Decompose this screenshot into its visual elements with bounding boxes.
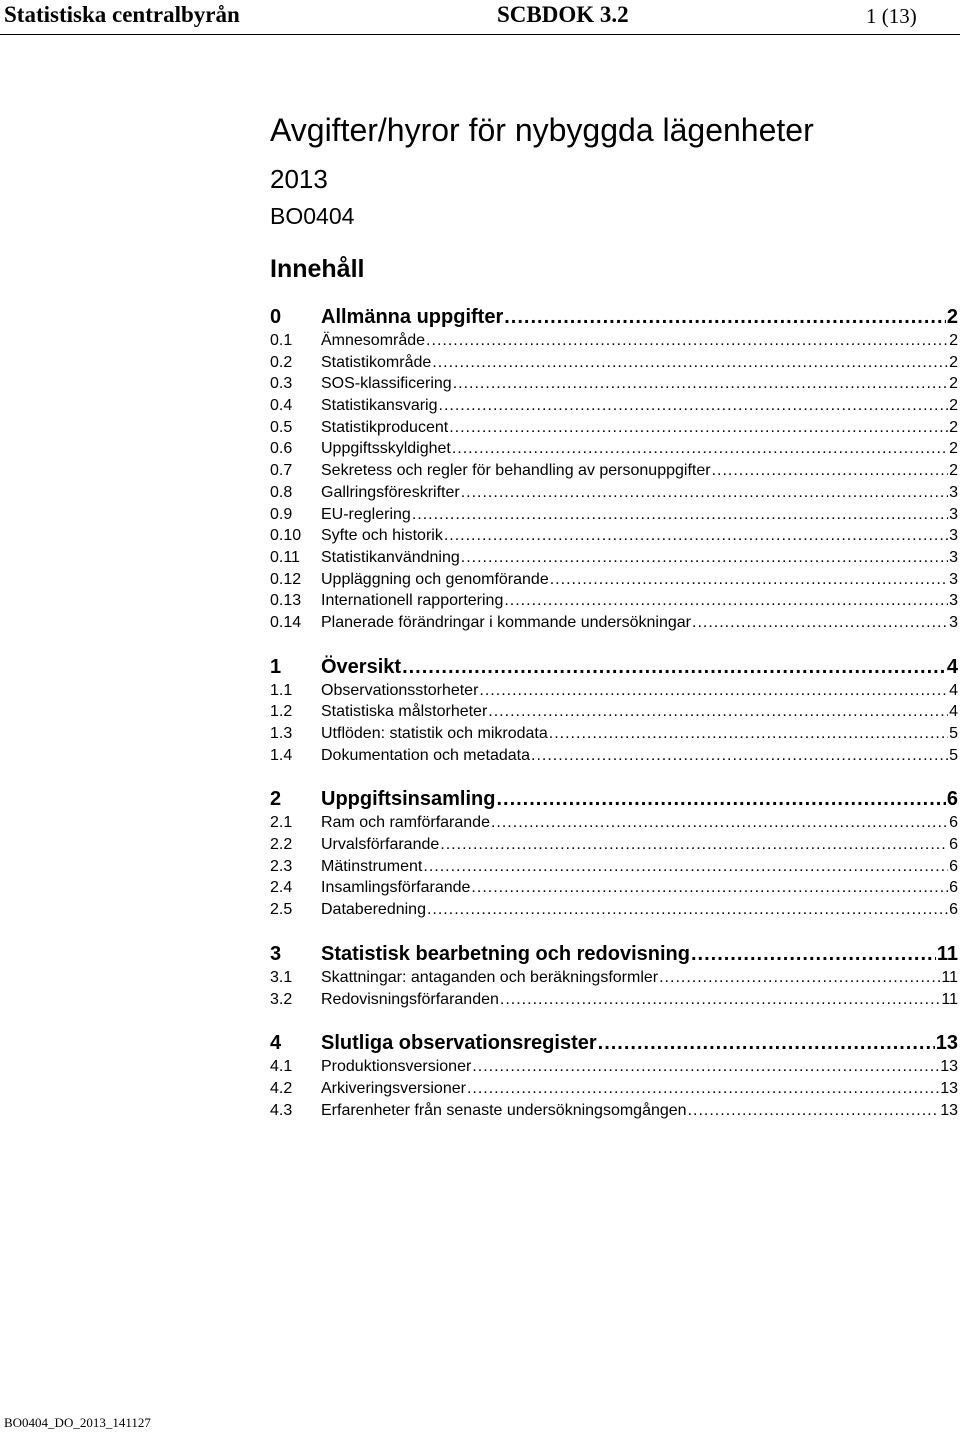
toc-entry-number: 2.3 (270, 857, 293, 875)
toc-entry-label: Redovisningsförfaranden (321, 990, 499, 1008)
toc-leader-dots (550, 569, 948, 591)
toc-subsection-entry[interactable] (270, 504, 958, 526)
toc-entry-page: 6 (949, 879, 958, 897)
toc-entry-label: Utflöden: statistik och mikrodata (321, 725, 548, 742)
document-code: BO0404 (270, 203, 355, 229)
toc-leader-dots (598, 1030, 935, 1056)
header-document-code: SCBDOK 3.2 (497, 2, 629, 27)
toc-entry-label: Urvalsförfarande (321, 836, 440, 854)
toc-subsection-entry[interactable] (270, 438, 958, 460)
toc-leader-dots (491, 812, 948, 834)
toc-entry-label: Allmänna uppgifter (321, 306, 504, 328)
toc-section (270, 1030, 958, 1121)
toc-entry-page: 11 (941, 968, 958, 986)
toc-entry-label: Översikt (321, 655, 402, 678)
toc-entry-page: 3 (949, 483, 958, 501)
footer-file-id: BO0404_DO_2013_141127 (4, 1415, 151, 1430)
toc-leader-dots (692, 612, 948, 634)
toc-section (270, 654, 958, 767)
toc-section-entry[interactable] (270, 941, 958, 967)
toc-subsection-entry[interactable] (270, 723, 958, 745)
toc-subsection-entry[interactable] (270, 877, 958, 899)
toc-subsection-entry[interactable] (270, 525, 958, 547)
toc-leader-dots (440, 834, 948, 856)
toc-subsection-entry[interactable] (270, 330, 958, 352)
toc-leader-dots (531, 745, 948, 767)
toc-entry-page: 13 (935, 1032, 958, 1055)
toc-entry-label: Erfarenheter från senaste undersökningsomgången (321, 1101, 687, 1119)
toc-section-gap (270, 921, 958, 941)
toc-entry-number: 3 (270, 942, 282, 965)
toc-entry-page: 3 (949, 613, 958, 631)
toc-entry-label: Observationsstorheter (321, 681, 479, 699)
toc-entry-page: 2 (949, 462, 958, 480)
toc-entry-page: 4 (949, 703, 958, 721)
header-page-number: 1 (13) (866, 4, 917, 28)
document-title: Avgifter/hyror för nybyggda lägenheter (270, 112, 814, 148)
toc-subsection-entry[interactable] (270, 395, 958, 417)
toc-section (270, 786, 958, 920)
toc-entry-page: 11 (936, 942, 958, 965)
toc-entry-page: 13 (940, 1079, 958, 1097)
toc-subsection-entry[interactable] (270, 701, 958, 723)
toc-entry-label: Sekretess och regler för behandling av personuppgifter (321, 462, 711, 480)
toc-entry-number: 0.11 (270, 548, 300, 566)
toc-leader-dots (461, 547, 948, 569)
toc-subsection-entry[interactable] (270, 856, 958, 878)
toc-entry-number: 0.1 (270, 332, 293, 349)
toc-entry-number: 1 (270, 655, 282, 678)
toc-entry-page: 2 (946, 306, 958, 328)
table-of-contents (270, 304, 958, 1121)
toc-entry-label: Slutliga observationsregister (321, 1032, 597, 1055)
toc-entry-number: 0.13 (270, 592, 302, 610)
toc-entry-number: 0.5 (270, 418, 293, 436)
toc-entry-page: 6 (946, 788, 958, 811)
page-header (0, 0, 960, 35)
toc-entry-label: Dokumentation och metadata (321, 746, 531, 764)
toc-leader-dots (496, 786, 945, 812)
toc-leader-dots (472, 1056, 939, 1078)
toc-entry-number: 0.2 (270, 353, 293, 371)
document-year: 2013 (270, 164, 328, 194)
toc-leader-dots (471, 877, 948, 899)
toc-entry-number: 4 (270, 1032, 282, 1055)
toc-leader-dots (427, 899, 948, 921)
toc-leader-dots (439, 395, 949, 417)
toc-entry-label: Ram och ramförfarande (321, 814, 490, 832)
toc-entry-label: Ämnesområde (321, 332, 426, 349)
toc-entry-label: EU-reglering (321, 505, 411, 523)
toc-leader-dots (444, 525, 948, 547)
toc-entry-page: 2 (949, 440, 958, 458)
toc-entry-label: Statistikansvarig (321, 397, 438, 415)
header-organization: Statistiska centralbyrån (4, 2, 240, 27)
toc-entry-page: 11 (941, 990, 958, 1008)
toc-subsection-entry[interactable] (270, 899, 958, 921)
toc-entry-number: 4.1 (270, 1058, 293, 1076)
toc-leader-dots (467, 1078, 939, 1100)
toc-leader-dots (504, 590, 948, 612)
toc-entry-page: 3 (949, 527, 958, 545)
toc-entry-number: 0 (270, 306, 282, 328)
toc-leader-dots (549, 723, 948, 745)
toc-entry-page: 2 (949, 353, 958, 371)
toc-subsection-entry[interactable] (270, 352, 958, 374)
toc-entry-number: 2.1 (270, 814, 293, 832)
toc-entry-label: Statistikanvändning (321, 548, 460, 566)
toc-entry-label: Statistikproducent (321, 418, 449, 436)
toc-entry-page: 6 (949, 836, 958, 854)
toc-subsection-entry[interactable] (270, 482, 958, 504)
toc-section-entry[interactable] (270, 304, 958, 330)
toc-entry-page: 3 (949, 505, 958, 523)
toc-leader-dots (504, 304, 946, 330)
toc-entry-number: 3.2 (270, 990, 293, 1008)
toc-entry-label: Insamlingsförfarande (321, 879, 471, 897)
toc-section (270, 304, 958, 634)
toc-entry-page: 13 (940, 1101, 958, 1119)
toc-entry-label: Produktionsversioner (321, 1058, 472, 1076)
toc-entry-page: 5 (949, 725, 958, 742)
toc-entry-page: 2 (949, 375, 958, 393)
toc-entry-number: 2.5 (270, 901, 293, 919)
toc-subsection-entry[interactable] (270, 834, 958, 856)
toc-subsection-entry[interactable] (270, 590, 958, 612)
toc-leader-dots (423, 856, 948, 878)
toc-section-gap (270, 1010, 958, 1030)
toc-entry-number: 0.9 (270, 505, 293, 523)
toc-entry-page: 3 (949, 592, 958, 610)
toc-entry-page: 2 (949, 397, 958, 415)
toc-leader-dots (479, 680, 948, 702)
toc-entry-number: 0.14 (270, 613, 302, 631)
toc-entry-page: 5 (949, 746, 958, 764)
toc-leader-dots (449, 417, 948, 439)
toc-section (270, 941, 958, 1010)
toc-subsection-entry[interactable] (270, 1056, 958, 1078)
toc-entry-label: Syfte och historik (321, 527, 443, 545)
toc-leader-dots (402, 654, 946, 680)
toc-section-entry[interactable] (270, 1030, 958, 1056)
toc-section-entry[interactable] (270, 654, 958, 680)
toc-entry-page: 3 (949, 570, 958, 588)
toc-entry-label: Statistisk bearbetning och redovisning (321, 942, 690, 965)
toc-entry-label: Gallringsföreskrifter (321, 483, 460, 501)
toc-leader-dots (426, 330, 948, 352)
toc-leader-dots (461, 482, 948, 504)
toc-entry-number: 4.3 (270, 1101, 293, 1119)
toc-entry-number: 2.2 (270, 836, 293, 854)
toc-entry-label: Uppläggning och genomförande (321, 570, 549, 588)
toc-subsection-entry[interactable] (270, 1100, 958, 1122)
toc-entry-number: 0.6 (270, 440, 293, 458)
toc-entry-label: Skattningar: antaganden och beräkningsformler (321, 968, 659, 986)
toc-entry-number: 2.4 (270, 879, 293, 897)
toc-entry-number: 0.7 (270, 462, 293, 480)
toc-subsection-entry[interactable] (270, 745, 958, 767)
toc-subsection-entry[interactable] (270, 967, 958, 989)
toc-entry-label: Statistiska målstorheter (321, 703, 488, 721)
toc-section-entry[interactable] (270, 786, 958, 812)
toc-heading: Innehåll (270, 255, 365, 283)
toc-entry-label: SOS-klassificering (321, 375, 452, 393)
toc-leader-dots (412, 504, 948, 526)
toc-entry-page: 6 (949, 857, 958, 875)
toc-entry-page: 2 (949, 332, 958, 349)
toc-entry-number: 0.8 (270, 483, 293, 501)
toc-leader-dots (691, 941, 936, 967)
toc-entry-number: 0.12 (270, 570, 302, 588)
toc-entry-number: 4.2 (270, 1079, 293, 1097)
toc-leader-dots (500, 989, 941, 1011)
toc-subsection-entry[interactable] (270, 812, 958, 834)
toc-leader-dots (432, 352, 948, 374)
toc-entry-label: Uppgiftsinsamling (321, 788, 496, 811)
toc-entry-number: 0.10 (270, 527, 302, 545)
toc-entry-page: 3 (949, 548, 958, 566)
toc-subsection-entry[interactable] (270, 569, 958, 591)
toc-subsection-entry[interactable] (270, 612, 958, 634)
toc-entry-number: 0.4 (270, 397, 293, 415)
toc-subsection-entry[interactable] (270, 417, 958, 439)
toc-leader-dots (488, 701, 948, 723)
toc-leader-dots (452, 438, 948, 460)
toc-subsection-entry[interactable] (270, 460, 958, 482)
toc-entry-page: 2 (949, 418, 958, 436)
toc-entry-label: Arkiveringsversioner (321, 1079, 466, 1097)
toc-entry-label: Internationell rapportering (321, 592, 504, 610)
toc-subsection-entry[interactable] (270, 373, 958, 395)
toc-entry-label: Planerade förändringar i kommande undersökningar (321, 613, 691, 631)
toc-entry-label: Statistikområde (321, 353, 432, 371)
toc-entry-number: 1.2 (270, 703, 293, 721)
toc-entry-label: Uppgiftsskyldighet (321, 440, 451, 458)
toc-leader-dots (659, 967, 940, 989)
toc-entry-number: 0.3 (270, 375, 293, 393)
toc-entry-page: 6 (949, 814, 958, 832)
toc-subsection-entry[interactable] (270, 547, 958, 569)
toc-entry-label: Databeredning (321, 901, 426, 919)
toc-entry-number: 1.4 (270, 746, 293, 764)
toc-entry-page: 4 (949, 681, 958, 699)
toc-subsection-entry[interactable] (270, 989, 958, 1011)
toc-entry-number: 1.1 (270, 681, 293, 699)
toc-leader-dots (453, 373, 948, 395)
toc-leader-dots (688, 1100, 940, 1122)
toc-entry-number: 1.3 (270, 725, 293, 742)
toc-entry-page: 4 (946, 655, 958, 678)
toc-entry-page: 6 (949, 901, 958, 919)
toc-subsection-entry[interactable] (270, 680, 958, 702)
toc-section-gap (270, 766, 958, 786)
toc-section-gap (270, 634, 958, 654)
toc-entry-number: 2 (270, 788, 282, 811)
toc-entry-number: 3.1 (270, 968, 293, 986)
toc-entry-page: 13 (940, 1058, 958, 1076)
toc-subsection-entry[interactable] (270, 1078, 958, 1100)
toc-leader-dots (712, 460, 949, 482)
toc-entry-label: Mätinstrument (321, 857, 423, 875)
